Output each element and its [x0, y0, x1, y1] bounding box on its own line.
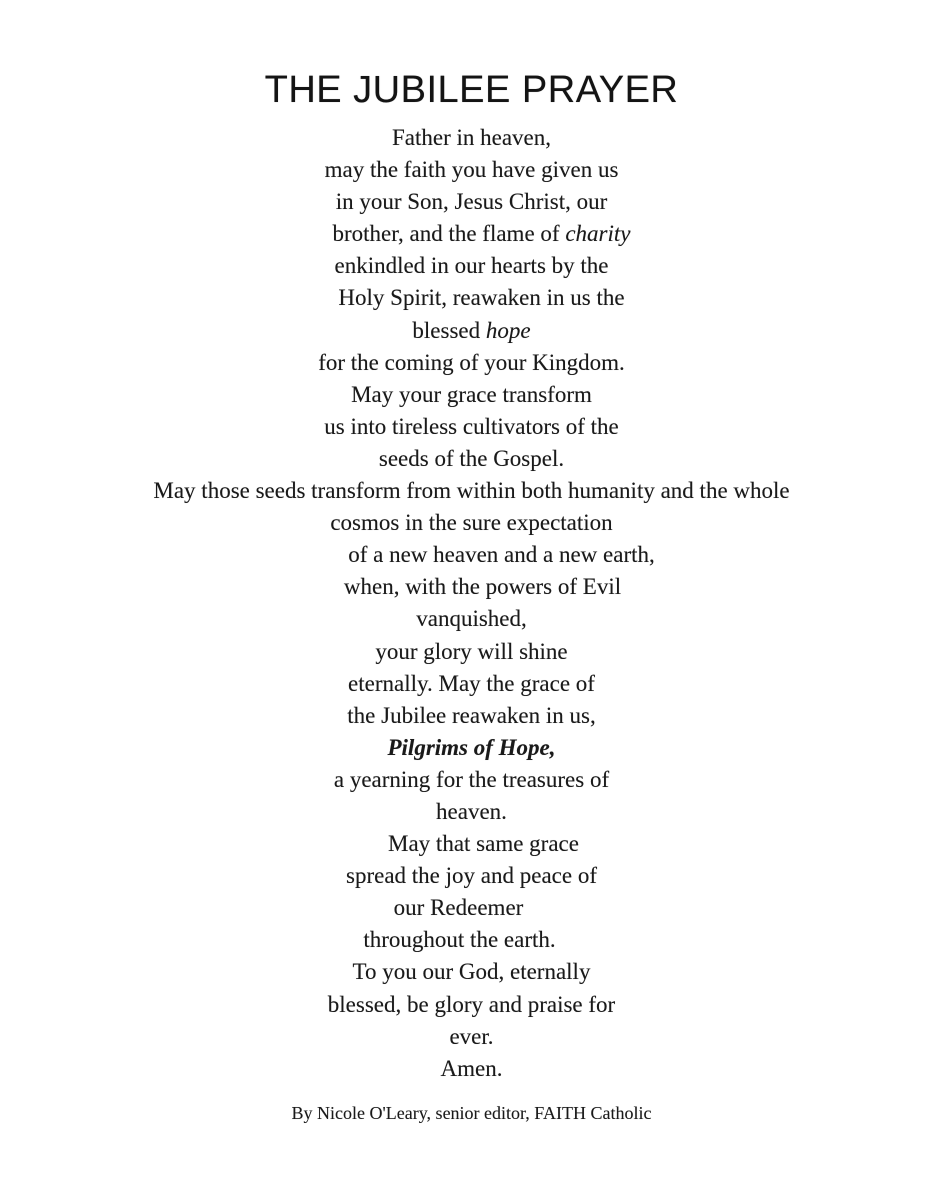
prayer-line: [8, 860, 927, 892]
prayer-text-segment: To you our God, eternally: [352, 959, 591, 985]
prayer-line: [8, 989, 927, 1021]
prayer-text-segment: enkindled in our hearts by the: [334, 253, 609, 279]
prayer-line: [20, 828, 927, 860]
prayer-text-segment: blessed: [412, 317, 486, 343]
prayer-text-segment: for the coming of your Kingdom.: [318, 349, 625, 375]
prayer-text-segment: your glory will shine: [375, 638, 568, 664]
prayer-line: [8, 475, 927, 507]
prayer-text-segment: hope: [485, 317, 531, 343]
prayer-text-segment: throughout the earth.: [363, 927, 556, 953]
prayer-text-segment: Amen.: [440, 1055, 503, 1081]
prayer-line: [8, 122, 927, 154]
prayer-text-segment: brother, and the flame of: [332, 221, 566, 247]
prayer-text-segment: of a new heaven and a new earth,: [348, 542, 655, 568]
prayer-text-segment: May that same grace: [388, 831, 579, 857]
prayer-line: [8, 507, 927, 539]
prayer-text-segment: cosmos in the sure expectation: [330, 510, 613, 536]
prayer-line: [8, 764, 927, 796]
prayer-text-segment: vanquished,: [416, 606, 527, 632]
prayer-text-segment: us into tireless cultivators of the: [324, 413, 619, 439]
prayer-text-segment: Holy Spirit, reawaken in us the: [338, 285, 625, 311]
prayer-line: [0, 892, 922, 924]
prayer-line: [8, 379, 927, 411]
prayer-line: [8, 700, 927, 732]
byline: By Nicole O'Leary, senior editor, FAITH Catholic: [291, 1103, 652, 1123]
prayer-line: [8, 443, 927, 475]
prayer-text-segment: Pilgrims of Hope,: [387, 734, 556, 760]
prayer-line: [8, 1053, 927, 1085]
prayer-line: [38, 539, 927, 571]
prayer-text-segment: seeds of the Gospel.: [378, 445, 565, 471]
prayer-line: [8, 603, 927, 635]
page-title: THE JUBILEE PRAYER: [264, 69, 679, 111]
prayer-text-segment: our Redeemer: [393, 895, 524, 921]
prayer-line: [8, 1021, 927, 1053]
prayer-text-segment: eternally. May the grace of: [348, 670, 595, 696]
prayer-line: [8, 315, 927, 347]
prayer-line: [19, 571, 927, 603]
prayer-line: [8, 796, 927, 828]
prayer-line: [8, 347, 927, 379]
prayer-line: [8, 636, 927, 668]
prayer-line: [8, 668, 927, 700]
prayer-body: [8, 122, 927, 1085]
prayer-line: [0, 924, 923, 956]
prayer-text-segment: May your grace transform: [351, 381, 592, 407]
prayer-line: [8, 732, 927, 764]
prayer-text-segment: May those seeds transform from within both humanity and the whole: [153, 478, 790, 504]
prayer-text-segment: when, with the powers of Evil: [343, 574, 622, 600]
prayer-text-segment: the Jubilee reawaken in us,: [347, 702, 596, 728]
prayer-text-segment: Father in heaven,: [391, 125, 552, 150]
prayer-line: [8, 250, 927, 282]
prayer-text-segment: spread the joy and peace of: [346, 863, 597, 889]
prayer-line: [18, 282, 927, 314]
prayer-text-segment: may the faith you have given us: [324, 157, 619, 183]
prayer-line: [8, 154, 927, 186]
prayer-line: [8, 186, 927, 218]
prayer-text-segment: a yearning for the treasures of: [333, 766, 610, 792]
prayer-line: [8, 956, 927, 988]
prayer-text-segment: charity: [565, 221, 631, 247]
prayer-text-segment: heaven.: [436, 798, 507, 824]
prayer-text-segment: in your Son, Jesus Christ, our: [335, 189, 608, 215]
prayer-line: [8, 411, 927, 443]
prayer-text-segment: ever.: [449, 1023, 494, 1049]
prayer-text-segment: blessed, be glory and praise for: [327, 991, 616, 1017]
prayer-line: [18, 218, 927, 250]
